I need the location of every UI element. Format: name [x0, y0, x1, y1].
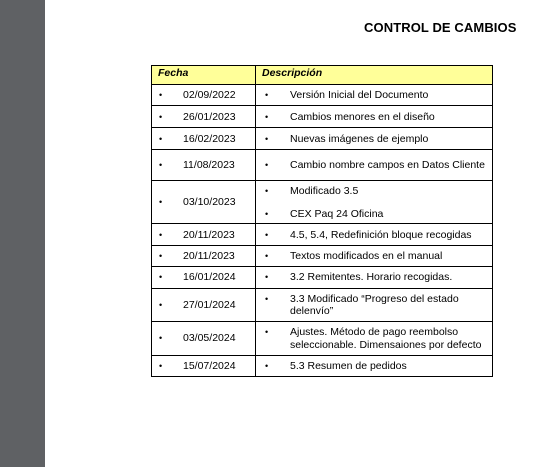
bullet: • [265, 111, 269, 122]
description-text: 5.3 Resumen de pedidos [290, 359, 407, 372]
date-cell [152, 246, 256, 267]
date-text: 11/08/2023 [183, 159, 235, 171]
table-row [152, 106, 493, 128]
date-text: 26/01/2023 [183, 110, 236, 123]
description-text: Versión Inicial del Documento [290, 89, 429, 102]
bullet: • [265, 272, 269, 283]
description-cell [256, 150, 493, 181]
bullet: • [265, 160, 269, 171]
table-row [152, 288, 493, 321]
description-item [256, 293, 492, 318]
bullet: • [159, 111, 163, 122]
description-cell [256, 128, 493, 150]
date-text: 20/11/2023 [183, 228, 235, 241]
table-row [152, 246, 493, 267]
description-item [256, 208, 492, 221]
table-row [152, 181, 493, 224]
table-row [152, 128, 493, 150]
table-row [152, 266, 493, 288]
table-header-row [152, 66, 493, 85]
table-row [152, 85, 493, 106]
table-row [152, 355, 493, 376]
date-text: 16/01/2024 [183, 271, 236, 283]
bullet: • [265, 229, 269, 240]
description-item [256, 360, 492, 373]
description-text: 3.3 Modificado “Progreso del estado delenvío” [290, 292, 459, 317]
bullet: • [159, 272, 163, 282]
description-cell [256, 224, 493, 246]
date-text: 27/01/2024 [183, 298, 236, 311]
description-item [256, 159, 492, 172]
date-text: 16/02/2023 [183, 132, 236, 145]
description-cell [256, 85, 493, 106]
date-text: 03/05/2024 [183, 332, 236, 344]
date-text: 03/10/2023 [183, 196, 236, 208]
bullet: • [159, 229, 163, 240]
description-item [256, 326, 492, 351]
date-text: 02/09/2022 [183, 89, 236, 101]
table-row [152, 321, 493, 355]
description-cell [256, 246, 493, 267]
bullet: • [159, 360, 163, 371]
bullet: • [265, 90, 269, 101]
date-text: 15/07/2024 [183, 359, 236, 372]
page-title: CONTROL DE CAMBIOS [364, 20, 517, 35]
table-row [152, 150, 493, 181]
date-cell [152, 224, 256, 246]
bullet: • [265, 327, 269, 337]
description-text: Nuevas imágenes de ejemplo [290, 132, 429, 145]
change-log-table [151, 65, 493, 377]
bullet: • [159, 160, 163, 170]
description-cell [256, 106, 493, 128]
date-text: 20/11/2023 [183, 249, 235, 262]
bullet: • [159, 90, 163, 100]
header-fecha: Fecha [152, 66, 256, 85]
bullet: • [159, 299, 163, 310]
date-cell [152, 181, 256, 224]
description-text: Cambios menores en el diseño [290, 110, 435, 123]
date-cell [152, 128, 256, 150]
description-cell [256, 288, 493, 321]
description-cell [256, 181, 493, 224]
date-cell [152, 106, 256, 128]
description-text: Textos modificados en el manual [290, 250, 443, 262]
date-cell [152, 321, 256, 355]
bullet: • [265, 208, 269, 219]
description-text: Cambio nombre campos en Datos Cliente [290, 159, 485, 172]
date-cell [152, 266, 256, 288]
bullet: • [265, 251, 269, 261]
description-cell [256, 266, 493, 288]
bullet: • [159, 197, 163, 207]
bullet: • [265, 360, 269, 371]
description-item [256, 250, 492, 263]
description-text: Ajustes. Método de pago reembolso seleccionable. Dimensaiones por defecto [290, 326, 482, 351]
date-cell [152, 288, 256, 321]
description-text: 3.2 Remitentes. Horario recogidas. [290, 271, 453, 284]
description-cell [256, 321, 493, 355]
description-item [256, 185, 492, 198]
description-item [256, 89, 492, 102]
date-cell [152, 150, 256, 181]
description-text: Modificado 3.5 [290, 185, 359, 197]
description-text: CEX Paq 24 Oficina [290, 207, 384, 220]
description-item [256, 271, 492, 284]
table-row [152, 224, 493, 246]
bullet: • [265, 186, 269, 196]
description-item [256, 133, 492, 146]
bullet: • [265, 293, 269, 304]
description-cell [256, 355, 493, 376]
bullet: • [265, 133, 269, 144]
description-item [256, 111, 492, 124]
bullet: • [159, 250, 163, 261]
date-cell [152, 85, 256, 106]
bullet: • [159, 133, 163, 144]
description-item [256, 229, 492, 242]
header-descripcion: Descripción [256, 66, 493, 85]
description-text: 4.5, 5.4, Redefinición bloque recogidas [290, 228, 472, 241]
table-body [152, 85, 493, 377]
left-sidebar [0, 0, 45, 467]
bullet: • [159, 333, 163, 343]
date-cell [152, 355, 256, 376]
